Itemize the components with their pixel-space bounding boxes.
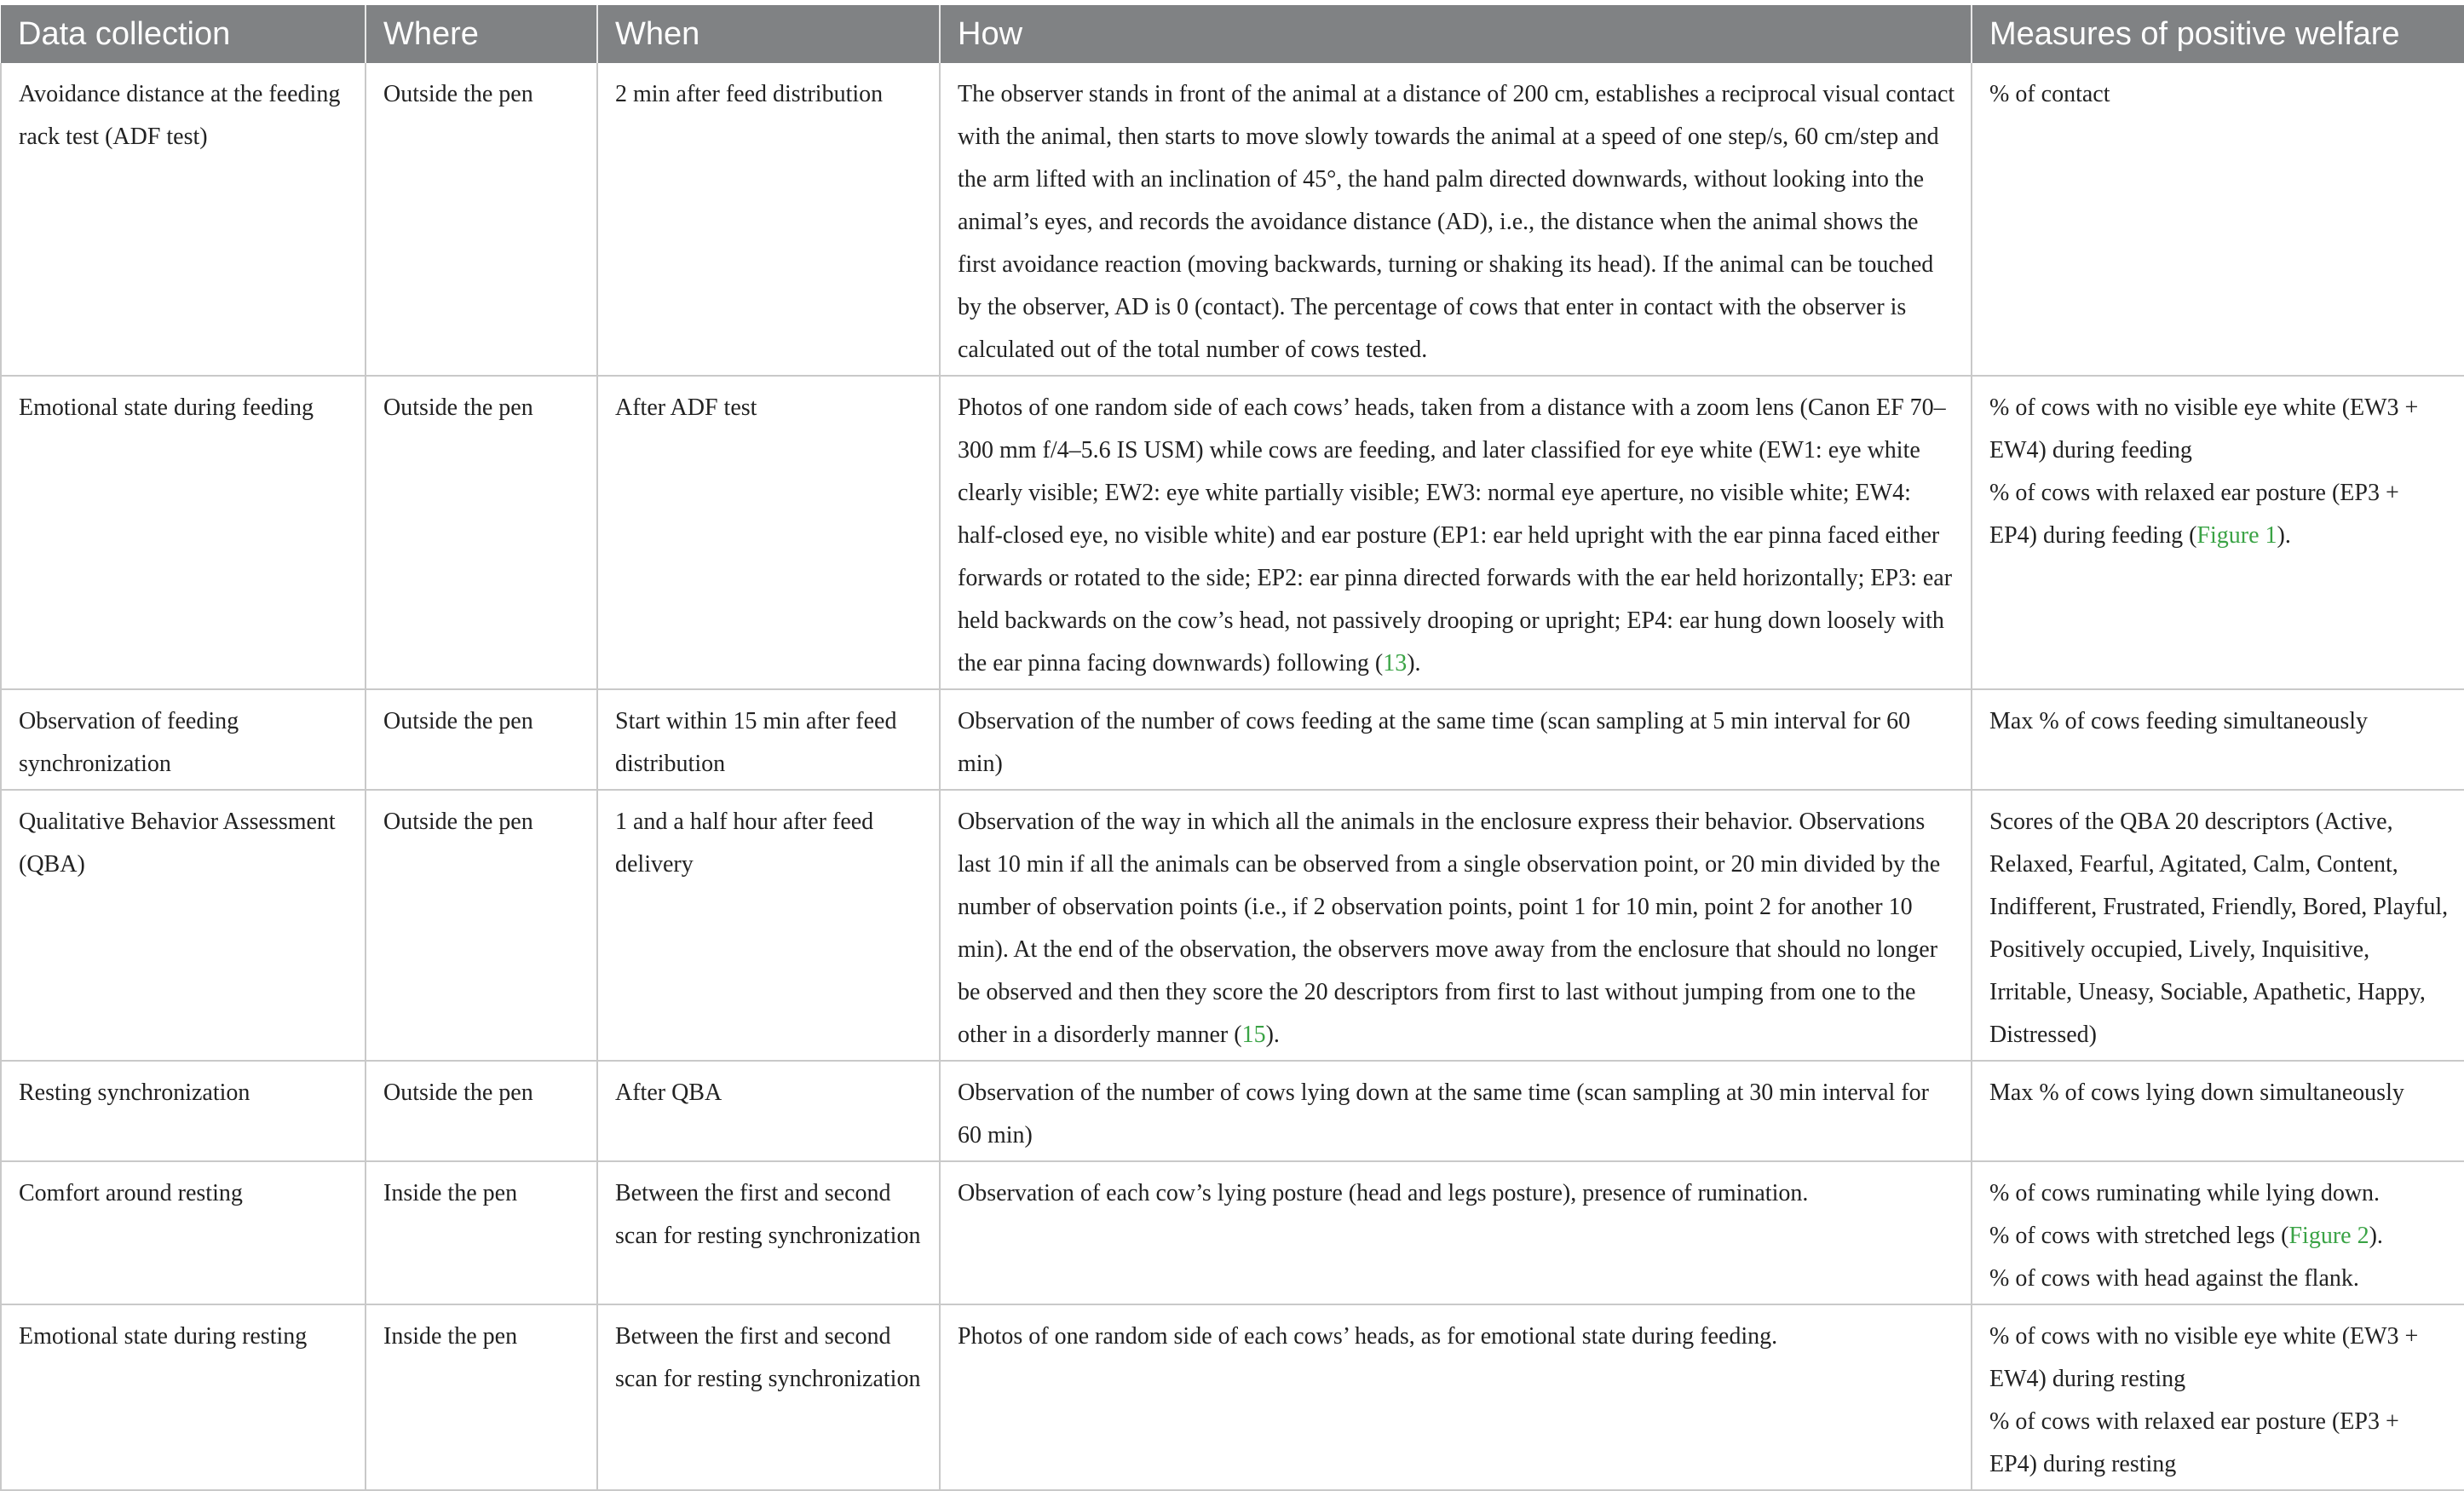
measure-eye-white: % of cows with no visible eye white (EW3 + EW4) during resting [1989,1323,2419,1392]
cell-data-collection: Emotional state during resting [1,1304,366,1490]
table-row [1,63,2464,376]
cell-when: Start within 15 min after feed distribution [597,689,940,790]
table-row [1,790,2464,1061]
cell-when: After QBA [597,1061,940,1161]
data-collection-table [0,5,2464,1491]
measure-eye-white: % of cows with no visible eye white (EW3 + EW4) during feeding [1989,394,2419,463]
cell-when: 1 and a half hour after feed delivery [597,790,940,1061]
how-text-end: ). [1265,1022,1280,1048]
cell-measures: Max % of cows feeding simultaneously [1972,689,2464,790]
how-text: Photos of one random side of each cows’ heads, taken from a distance with a zoom lens (Canon EF 70–300 mm f/4–5.6 IS USM) while cows are feeding, and later classified for eye white (EW1: eye white clearly visible; EW2: eye white partially visible; EW3: normal eye aperture, no visible white; EW4: half-closed eye, no visible white) and ear posture (EP1: ear held upright with the ear pinna faced either forwards or rotated to the side; EP2: ear pinna directed forwards with the ear held horizontally; EP3: ear held backwards on the cow’s head, not passively drooping or upright; EP4: ear hung down loosely with the ear pinna facing downwards) following ( [958,394,1953,676]
cell-how [940,790,1972,1061]
cell-how: Observation of each cow’s lying posture (head and legs posture), presence of rumination. [940,1161,1972,1304]
measure-text-end: ). [2369,1223,2383,1249]
table-row [1,689,2464,790]
cell-how [940,376,1972,689]
cell-where: Inside the pen [366,1161,597,1304]
cell-where: Inside the pen [366,1304,597,1490]
measure-text: % of cows with stretched legs ( [1989,1223,2289,1249]
header-row [1,5,2464,63]
reference-link-15[interactable]: 15 [1241,1022,1266,1048]
cell-where: Outside the pen [366,376,597,689]
figure-2-link[interactable]: Figure 2 [2288,1223,2369,1249]
how-text: Observation of the way in which all the animals in the enclosure express their behavior. Observations last 10 min if all the animals can be observed from a single observation point, or 20 min divided by the number of observation points (i.e., if 2 observation points, point 1 for 10 min, point 2 for another 10 min). At the end of the observation, the observers move away from the enclosure that should no longer be observed and then they score the 20 descriptors from first to last without jumping from one to the other in a disorderly manner ( [958,809,1941,1048]
cell-data-collection: Emotional state during feeding [1,376,366,689]
cell-data-collection: Resting synchronization [1,1061,366,1161]
reference-link-13[interactable]: 13 [1383,650,1408,676]
measure-ear-posture: % of cows with relaxed ear posture (EP3 + EP4) during resting [1989,1408,2399,1477]
measure-text: % of cows with relaxed ear posture (EP3 + EP4) during feeding ( [1989,480,2399,549]
figure-1-link[interactable]: Figure 1 [2196,522,2277,549]
cell-measures [1972,376,2464,689]
measure-text-end: ). [2277,522,2291,549]
cell-where: Outside the pen [366,63,597,376]
cell-data-collection: Observation of feeding synchronization [1,689,366,790]
table-row [1,376,2464,689]
cell-measures [1972,1161,2464,1304]
header-how: How [940,5,1972,63]
measure-ruminating: % of cows ruminating while lying down. [1989,1180,2381,1206]
cell-data-collection: Avoidance distance at the feeding rack test (ADF test) [1,63,366,376]
measure-stretched-legs [1989,1215,2449,1258]
cell-how: Photos of one random side of each cows’ heads, as for emotional state during feeding. [940,1304,1972,1490]
measure-head-flank: % of cows with head against the flank. [1989,1265,2359,1292]
cell-how: Observation of the number of cows lying down at the same time (scan sampling at 30 min interval for 60 min) [940,1061,1972,1161]
cell-data-collection: Qualitative Behavior Assessment (QBA) [1,790,366,1061]
table-container [0,5,2464,1491]
how-text-end: ). [1407,650,1421,676]
cell-measures: Max % of cows lying down simultaneously [1972,1061,2464,1161]
header-data-collection: Data collection [1,5,366,63]
header-where: Where [366,5,597,63]
table-body [1,63,2464,1490]
cell-measures [1972,1304,2464,1490]
table-header [1,5,2464,63]
cell-how: Observation of the number of cows feeding at the same time (scan sampling at 5 min interval for 60 min) [940,689,1972,790]
cell-measures: Scores of the QBA 20 descriptors (Active, Relaxed, Fearful, Agitated, Calm, Content, Indifferent, Frustrated, Friendly, Bored, Playful, Positively occupied, Lively, Inquisitive, Irritable, Uneasy, Sociable, Apathetic, Happy, Distressed) [1972,790,2464,1061]
header-measures: Measures of positive welfare [1972,5,2464,63]
cell-when: Between the first and second scan for resting synchronization [597,1161,940,1304]
cell-data-collection: Comfort around resting [1,1161,366,1304]
table-row [1,1304,2464,1490]
cell-how: The observer stands in front of the animal at a distance of 200 cm, establishes a reciprocal visual contact with the animal, then starts to move slowly towards the animal at a speed of one step/s, 60 cm/step and the arm lifted with an inclination of 45°, the hand palm directed downwards, without looking into the animal’s eyes, and records the avoidance distance (AD), i.e., the distance when the animal shows the first avoidance reaction (moving backwards, turning or shaking its head). If the animal can be touched by the observer, AD is 0 (contact). The percentage of cows that enter in contact with the observer is calculated out of the total number of cows tested. [940,63,1972,376]
table-row [1,1061,2464,1161]
measure-ear-posture [1989,472,2449,557]
cell-when: 2 min after feed distribution [597,63,940,376]
cell-where: Outside the pen [366,790,597,1061]
cell-where: Outside the pen [366,1061,597,1161]
cell-when: After ADF test [597,376,940,689]
header-when: When [597,5,940,63]
table-row [1,1161,2464,1304]
cell-where: Outside the pen [366,689,597,790]
cell-when: Between the first and second scan for resting synchronization [597,1304,940,1490]
cell-measures: % of contact [1972,63,2464,376]
